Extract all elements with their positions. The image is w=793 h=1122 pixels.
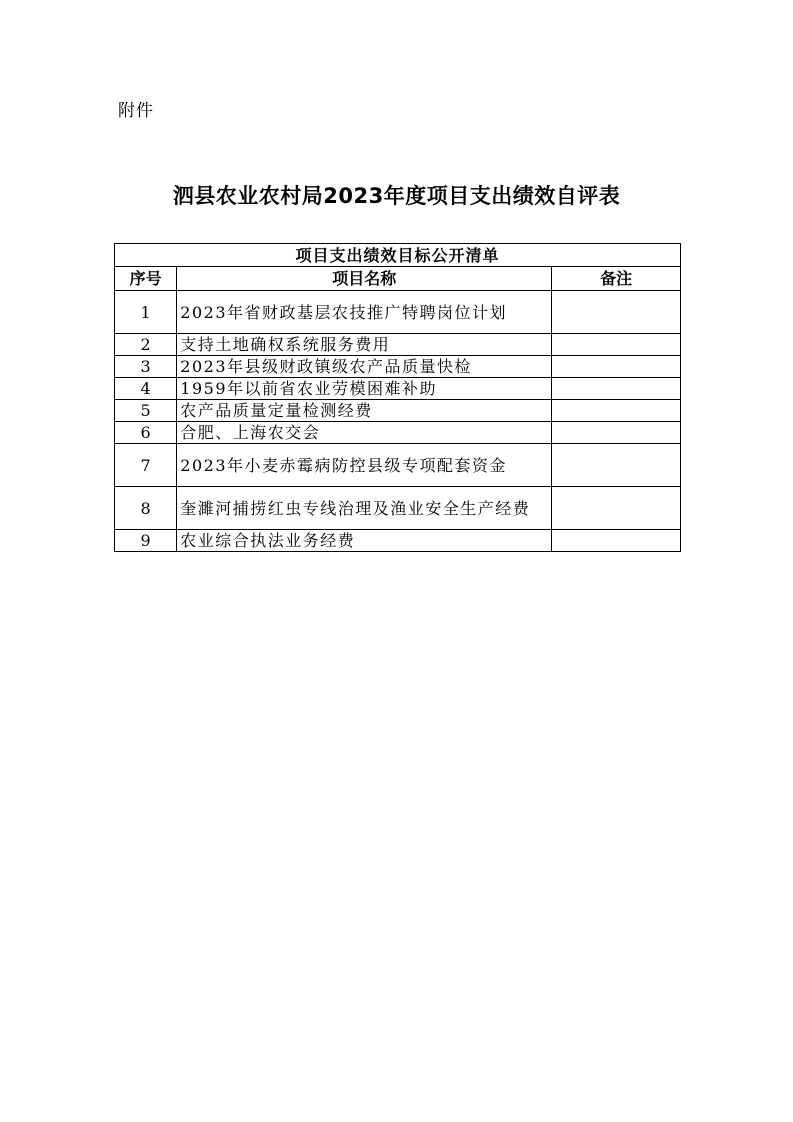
attachment-label: 附件 bbox=[118, 101, 154, 121]
table-row bbox=[115, 291, 681, 334]
row-no: 6 bbox=[115, 422, 177, 444]
row-no: 8 bbox=[115, 487, 177, 530]
table-row bbox=[115, 444, 681, 487]
row-name: 农产品质量定量检测经费 bbox=[177, 400, 552, 422]
row-note bbox=[552, 487, 681, 530]
row-name: 1959年以前省农业劳模困难补助 bbox=[177, 378, 552, 400]
table-caption: 项目支出绩效目标公开清单 bbox=[115, 244, 681, 267]
table-header-row bbox=[115, 267, 681, 291]
header-name: 项目名称 bbox=[177, 267, 552, 291]
row-name: 农业综合执法业务经费 bbox=[177, 530, 552, 552]
row-note bbox=[552, 400, 681, 422]
table-row bbox=[115, 487, 681, 530]
row-no: 9 bbox=[115, 530, 177, 552]
row-no: 5 bbox=[115, 400, 177, 422]
row-note bbox=[552, 422, 681, 444]
header-no: 序号 bbox=[115, 267, 177, 291]
document-title: 泗县农业农村局2023年度项目支出绩效自评表 bbox=[172, 184, 621, 208]
row-name: 2023年小麦赤霉病防控县级专项配套资金 bbox=[177, 444, 552, 487]
table-row bbox=[115, 334, 681, 356]
row-no: 2 bbox=[115, 334, 177, 356]
row-note bbox=[552, 356, 681, 378]
table-row bbox=[115, 356, 681, 378]
row-name: 合肥、上海农交会 bbox=[177, 422, 552, 444]
table-row bbox=[115, 422, 681, 444]
row-name: 2023年省财政基层农技推广特聘岗位计划 bbox=[177, 291, 552, 334]
table-row bbox=[115, 530, 681, 552]
row-no: 4 bbox=[115, 378, 177, 400]
row-no: 1 bbox=[115, 291, 177, 334]
table-row bbox=[115, 378, 681, 400]
row-note bbox=[552, 378, 681, 400]
project-list-table bbox=[114, 243, 681, 552]
row-note bbox=[552, 530, 681, 552]
row-name: 支持土地确权系统服务费用 bbox=[177, 334, 552, 356]
row-name: 2023年县级财政镇级农产品质量快检 bbox=[177, 356, 552, 378]
row-note bbox=[552, 444, 681, 487]
row-name: 奎濉河捕捞红虫专线治理及渔业安全生产经费 bbox=[177, 487, 552, 530]
row-note bbox=[552, 291, 681, 334]
table-row bbox=[115, 400, 681, 422]
row-no: 7 bbox=[115, 444, 177, 487]
row-note bbox=[552, 334, 681, 356]
table-caption-row bbox=[115, 244, 681, 267]
row-no: 3 bbox=[115, 356, 177, 378]
header-note: 备注 bbox=[552, 267, 681, 291]
